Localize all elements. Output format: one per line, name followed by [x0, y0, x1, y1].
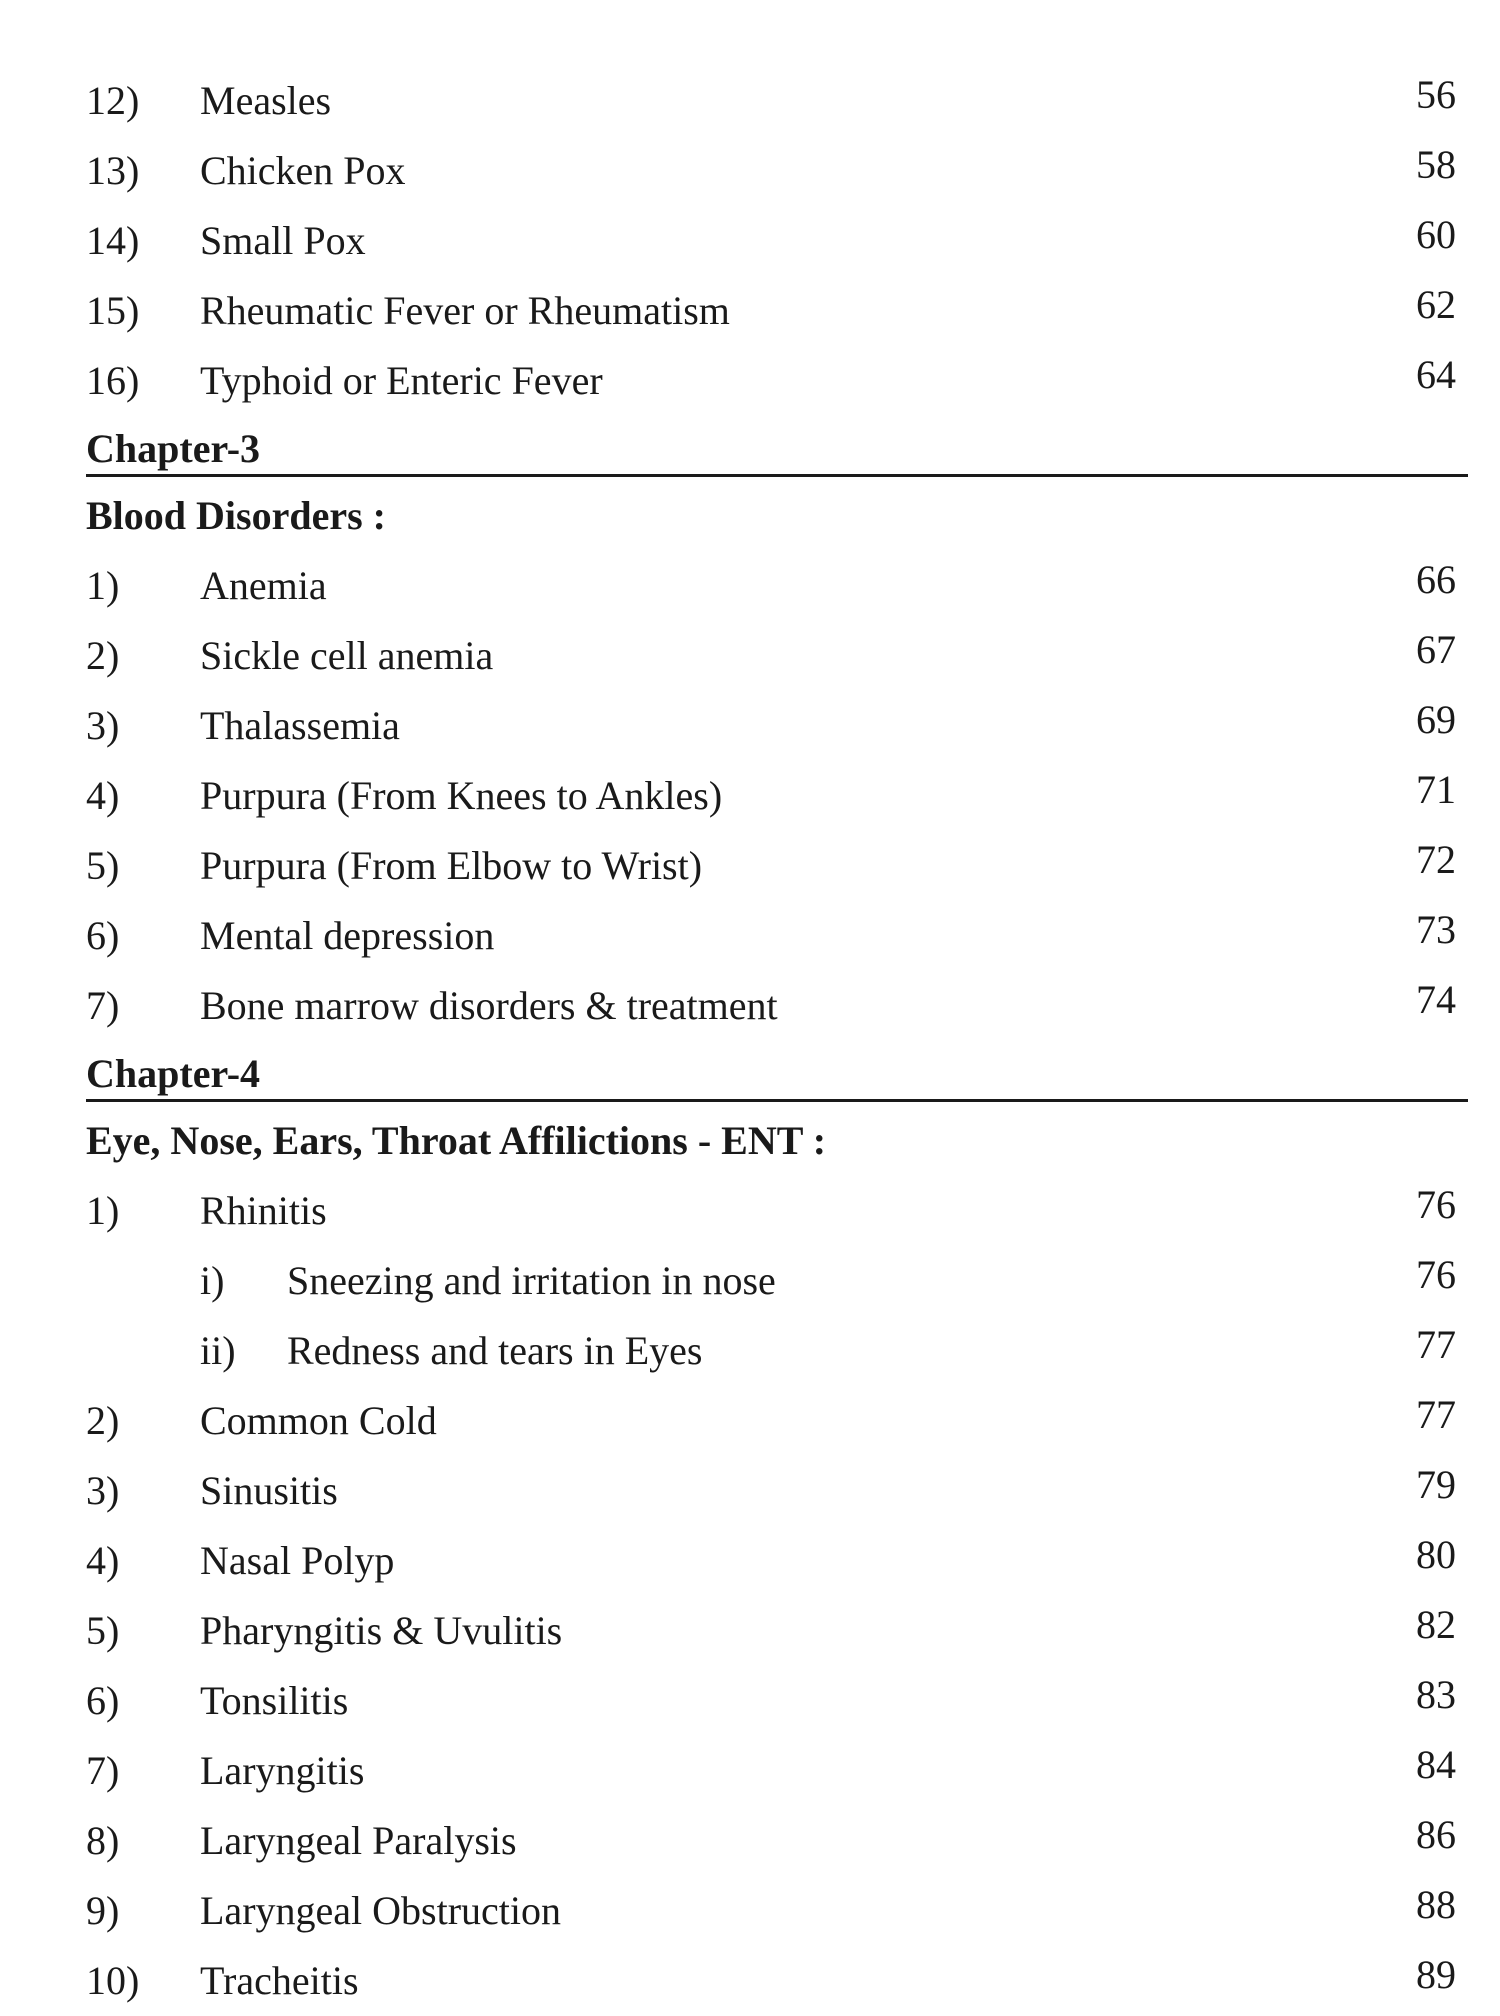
entry-page: 88	[1416, 1882, 1456, 1927]
entry-number: 1)	[86, 1188, 120, 1233]
entry-title: Measles	[200, 78, 332, 123]
entry-number: 14)	[86, 218, 140, 263]
subentry-number: i)	[200, 1258, 225, 1303]
entry-number: 7)	[86, 1748, 120, 1793]
toc-entry-small-pox[interactable]	[86, 206, 1468, 276]
subentry-page: 77	[1416, 1322, 1456, 1367]
entry-title: Rhinitis	[200, 1188, 327, 1233]
entry-page: 77	[1416, 1392, 1456, 1437]
entry-title: Common Cold	[200, 1398, 437, 1443]
toc-entry-chicken-pox[interactable]	[86, 136, 1468, 206]
entry-page: 76	[1416, 1182, 1456, 1227]
toc-entry-purpura-elbow[interactable]	[86, 831, 1468, 901]
entry-title: Sickle cell anemia	[200, 633, 494, 678]
entry-page: 69	[1416, 697, 1456, 742]
entry-title: Anemia	[200, 563, 327, 608]
entry-page: 58	[1416, 142, 1456, 187]
toc-entry-rheumatic-fever[interactable]	[86, 276, 1468, 346]
entry-title: Bone marrow disorders & treatment	[200, 983, 778, 1028]
entry-number: 6)	[86, 1678, 120, 1723]
entry-number: 7)	[86, 983, 120, 1028]
entry-title: Pharyngitis & Uvulitis	[200, 1608, 563, 1653]
entry-page: 74	[1416, 977, 1456, 1022]
entry-title: Chicken Pox	[200, 148, 406, 193]
entry-page: 62	[1416, 282, 1456, 327]
entry-title: Sinusitis	[200, 1468, 338, 1513]
entry-title: Small Pox	[200, 218, 366, 263]
entry-number: 15)	[86, 288, 140, 333]
toc-entry-rhinitis[interactable]	[86, 1176, 1468, 1246]
entry-page: 73	[1416, 907, 1456, 952]
entry-title: Purpura (From Elbow to Wrist)	[200, 843, 703, 888]
toc-entry-common-cold[interactable]	[86, 1386, 1468, 1456]
entry-number: 9)	[86, 1888, 120, 1933]
entry-number: 5)	[86, 843, 120, 888]
entry-page: 67	[1416, 627, 1456, 672]
table-of-contents	[86, 66, 1468, 2016]
entry-page: 80	[1416, 1532, 1456, 1577]
toc-entry-bone-marrow[interactable]	[86, 971, 1468, 1041]
chapter-3-section-title: Blood Disorders :	[86, 493, 386, 538]
toc-entry-measles[interactable]	[86, 66, 1468, 136]
entry-page: 56	[1416, 72, 1456, 117]
subentry-title: Sneezing and irritation in nose	[287, 1258, 776, 1303]
toc-subentry-sneezing[interactable]	[86, 1246, 1468, 1316]
entry-page: 66	[1416, 557, 1456, 602]
entry-page: 79	[1416, 1462, 1456, 1507]
entry-number: 5)	[86, 1608, 120, 1653]
entry-page: 86	[1416, 1812, 1456, 1857]
entry-page: 71	[1416, 767, 1456, 812]
toc-entry-tonsilitis[interactable]	[86, 1666, 1468, 1736]
entry-number: 8)	[86, 1818, 120, 1863]
entry-title: Laryngeal Paralysis	[200, 1818, 517, 1863]
toc-entry-laryngitis[interactable]	[86, 1736, 1468, 1806]
entry-title: Mental depression	[200, 913, 495, 958]
entry-title: Laryngitis	[200, 1748, 365, 1793]
toc-entry-sinusitis[interactable]	[86, 1456, 1468, 1526]
entry-page: 82	[1416, 1602, 1456, 1647]
toc-entry-sickle-cell-anemia[interactable]	[86, 621, 1468, 691]
toc-entry-thalassemia[interactable]	[86, 691, 1468, 761]
chapter-4-section-title: Eye, Nose, Ears, Throat Affilictions - ENT :	[86, 1118, 827, 1163]
entry-number: 4)	[86, 1538, 120, 1583]
entry-title: Rheumatic Fever or Rheumatism	[200, 288, 730, 333]
entry-number: 4)	[86, 773, 120, 818]
entry-number: 13)	[86, 148, 140, 193]
toc-entry-anemia[interactable]	[86, 551, 1468, 621]
toc-entry-typhoid[interactable]	[86, 346, 1468, 416]
subentry-page: 76	[1416, 1252, 1456, 1297]
toc-entry-mental-depression[interactable]	[86, 901, 1468, 971]
entry-title: Thalassemia	[200, 703, 400, 748]
chapter-3-heading: Chapter-3	[86, 416, 1468, 477]
entry-page: 83	[1416, 1672, 1456, 1717]
subentry-title: Redness and tears in Eyes	[287, 1328, 703, 1373]
entry-title: Tracheitis	[200, 1958, 359, 2003]
entry-number: 2)	[86, 633, 120, 678]
toc-entry-laryngeal-paralysis[interactable]	[86, 1806, 1468, 1876]
toc-entry-purpura-knees[interactable]	[86, 761, 1468, 831]
entry-page: 64	[1416, 352, 1456, 397]
toc-subentry-redness-tears[interactable]	[86, 1316, 1468, 1386]
entry-number: 6)	[86, 913, 120, 958]
toc-entry-tracheitis[interactable]	[86, 1946, 1468, 2016]
entry-number: 2)	[86, 1398, 120, 1443]
entry-page: 72	[1416, 837, 1456, 882]
entry-page: 89	[1416, 1952, 1456, 1997]
subentry-number: ii)	[200, 1328, 236, 1373]
toc-entry-laryngeal-obstruction[interactable]	[86, 1876, 1468, 1946]
entry-title: Laryngeal Obstruction	[200, 1888, 561, 1933]
entry-number: 1)	[86, 563, 120, 608]
entry-number: 10)	[86, 1958, 140, 2003]
chapter-4-heading: Chapter-4	[86, 1041, 1468, 1102]
entry-title: Typhoid or Enteric Fever	[200, 358, 603, 403]
entry-page: 84	[1416, 1742, 1456, 1787]
entry-title: Nasal Polyp	[200, 1538, 395, 1583]
entry-page: 60	[1416, 212, 1456, 257]
toc-entry-nasal-polyp[interactable]	[86, 1526, 1468, 1596]
entry-title: Tonsilitis	[200, 1678, 349, 1723]
entry-title: Purpura (From Knees to Ankles)	[200, 773, 723, 818]
toc-entry-pharyngitis[interactable]	[86, 1596, 1468, 1666]
entry-number: 3)	[86, 703, 120, 748]
entry-number: 12)	[86, 78, 140, 123]
entry-number: 16)	[86, 358, 140, 403]
entry-number: 3)	[86, 1468, 120, 1513]
